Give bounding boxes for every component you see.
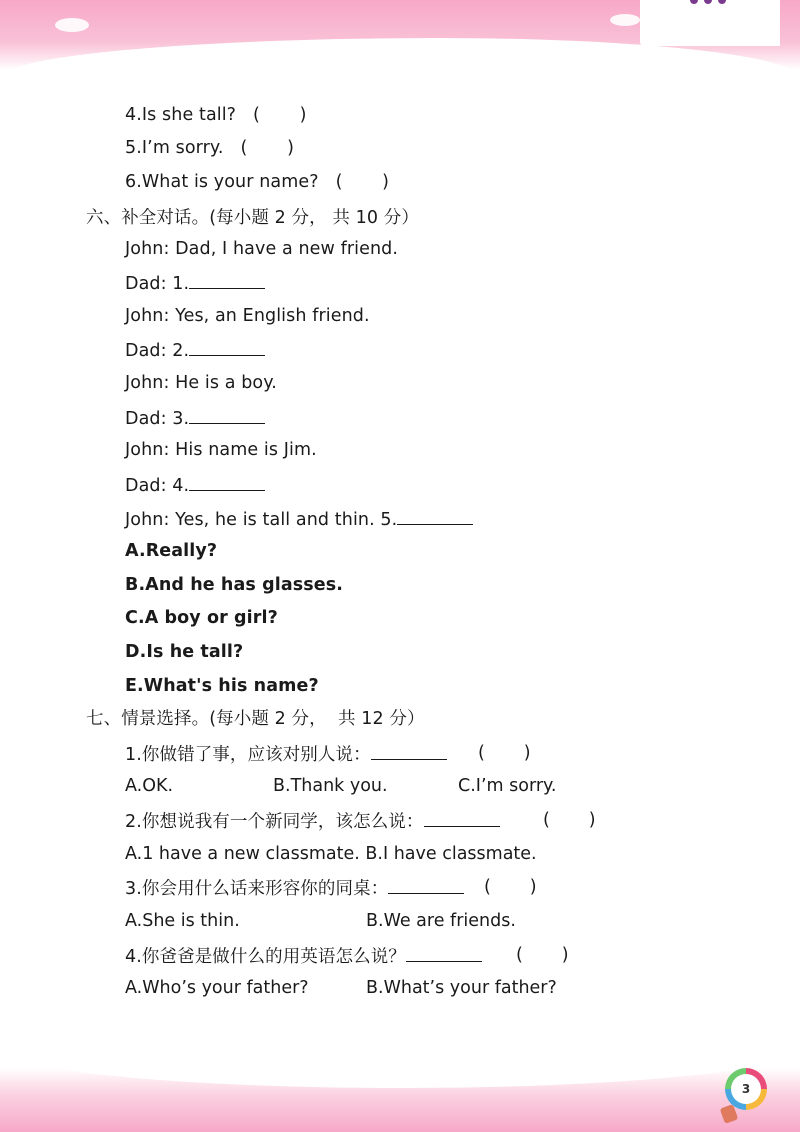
page-number: 3: [731, 1074, 761, 1104]
option-b: B.Thank you.: [273, 776, 388, 796]
footer-decoration: [0, 1068, 800, 1132]
option-line: A.Really?: [125, 541, 218, 561]
option-b: B.We are friends.: [366, 911, 516, 931]
answer-blank[interactable]: [397, 506, 473, 525]
answer-paren[interactable]: ( ): [484, 877, 537, 897]
answer-paren[interactable]: ( ): [478, 743, 531, 763]
header-white-panel: [640, 0, 780, 46]
header-dots-icon: [690, 0, 726, 4]
cloud-icon: [55, 18, 89, 32]
option-line: E.What's his name?: [125, 676, 319, 696]
answer-blank[interactable]: [424, 808, 500, 827]
section-title: 七、情景选择。(每小题 2 分， 共 12 分）: [86, 709, 425, 729]
answer-blank[interactable]: [189, 405, 265, 424]
dialogue-line: John: Yes, an English friend.: [125, 306, 370, 326]
dialogue-line: John: He is a boy.: [125, 373, 277, 393]
dialogue-line: Dad: 3.: [125, 405, 265, 431]
option-line: C.A boy or girl?: [125, 608, 278, 628]
options-ab: A.1 have a new classmate. B.I have classmate.: [125, 844, 537, 864]
option-c: C.I’m sorry.: [458, 776, 557, 796]
section-title: 六、补全对话。(每小题 2 分， 共 10 分）: [86, 208, 419, 228]
dialogue-line: Dad: 2.: [125, 337, 265, 363]
question-line: 5.I’m sorry. ( ): [125, 138, 295, 158]
answer-blank[interactable]: [388, 875, 464, 894]
answer-blank[interactable]: [189, 270, 265, 289]
question-stem: 2.你想说我有一个新同学，该怎么说：: [125, 808, 500, 834]
question-stem: 1.你做错了事，应该对别人说：: [125, 741, 447, 767]
dialogue-line: Dad: 1.: [125, 270, 265, 296]
option-a: A.She is thin.: [125, 911, 240, 931]
answer-blank[interactable]: [189, 472, 265, 491]
cloud-icon: [610, 14, 640, 26]
question-line: 4.Is she tall? ( ): [125, 105, 307, 125]
question-stem: 3.你会用什么话来形容你的同桌：: [125, 875, 464, 901]
answer-blank[interactable]: [406, 943, 482, 962]
option-a: A.OK.: [125, 776, 174, 796]
option-line: D.Is he tall?: [125, 642, 244, 662]
answer-blank[interactable]: [371, 741, 447, 760]
dialogue-line: John: Dad, I have a new friend.: [125, 239, 399, 259]
option-a: A.Who’s your father?: [125, 978, 309, 998]
answer-paren[interactable]: ( ): [516, 945, 569, 965]
answer-paren[interactable]: ( ): [543, 810, 596, 830]
option-line: B.And he has glasses.: [125, 575, 344, 595]
question-line: 6.What is your name? ( ): [125, 172, 390, 192]
option-b: B.What’s your father?: [366, 978, 557, 998]
dialogue-line: John: His name is Jim.: [125, 440, 317, 460]
question-stem: 4.你爸爸是做什么的用英语怎么说？: [125, 943, 482, 969]
dialogue-line: John: Yes, he is tall and thin. 5.: [125, 506, 473, 532]
answer-blank[interactable]: [189, 337, 265, 356]
dialogue-line: Dad: 4.: [125, 472, 265, 498]
